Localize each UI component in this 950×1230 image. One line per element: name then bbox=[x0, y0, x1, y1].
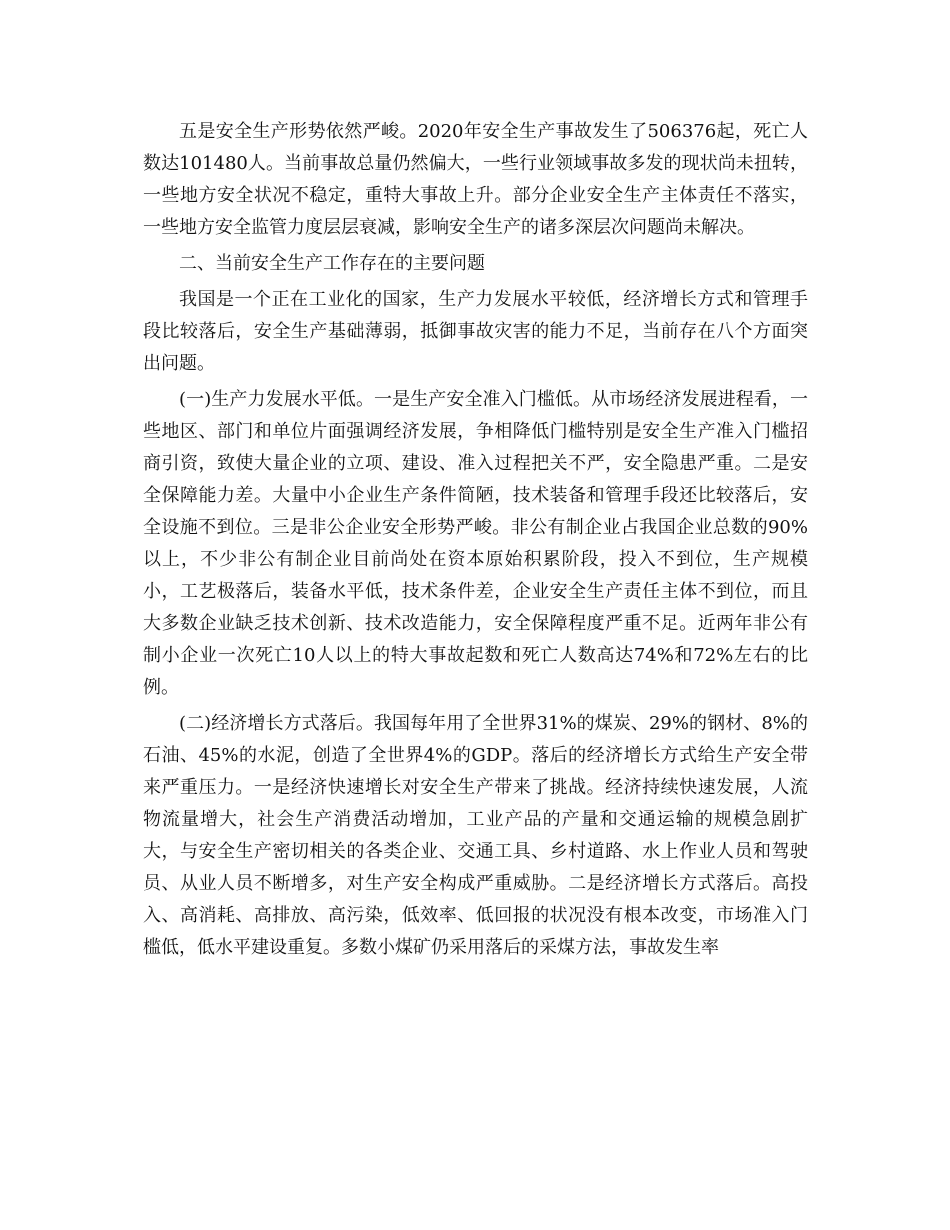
paragraph-productivity: (一)生产力发展水平低。一是生产安全准入门槛低。从市场经济发展进程看，一些地区、部门和单位片面强调经济发展，争相降低门槛特别是安全生产准入门槛招商引资，致使大量企业的立项、建设、准入过程把关不严，安全隐患严重。二是安全保障能力差。大量中小企业生产条件简陋，技术装备和管理手段还比较落后，安全设施不到位。三是非公企业安全形势严峻。非公有制企业占我国企业总数的90%以上，不少非公有制企业目前尚处在资本原始积累阶段，投入不到位，生产规模小，工艺极落后，装备水平低，技术条件差，企业安全生产责任主体不到位，而且大多数企业缺乏技术创新、技术改造能力，安全保障程度严重不足。近两年非公有制小企业一次死亡10人以上的特大事故起数和死亡人数高达74%和72%左右的比例。 bbox=[143, 389, 808, 698]
paragraph-growth-mode: (二)经济增长方式落后。我国每年用了全世界31%的煤炭、29%的钢材、8%的石油、45%的水泥，创造了全世界4%的GDP。落后的经济增长方式给生产安全带来严重压力。一是经济快速增长对安全生产带来了挑战。经济持续快速发展，人流物流量增大，社会生产消费活动增加，工业产品的产量和交通运输的规模急剧扩大，与安全生产密切相关的各类企业、交通工具、乡村道路、水上作业人员和驾驶员、从业人员不断增多，对生产安全构成严重威胁。二是经济增长方式落后。高投入、高消耗、高排放、高污染，低效率、低回报的状况没有根本改变，市场准入门槛低，低水平建设重复。多数小煤矿仍采用落后的采煤方法，事故发生率 bbox=[143, 713, 808, 958]
paragraph-overview: 我国是一个正在工业化的国家，生产力发展水平较低，经济增长方式和管理手段比较落后，安全生产基础薄弱，抵御事故灾害的能力不足，当前存在八个方面突出问题。 bbox=[143, 289, 808, 374]
document-page bbox=[143, 116, 808, 968]
section-heading-main-problems: 二、当前安全生产工作存在的主要问题 bbox=[179, 253, 485, 274]
paragraph-safety-situation: 五是安全生产形势依然严峻。2020年安全生产事故发生了506376起，死亡人数达101480人。当前事故总量仍然偏大，一些行业领域事故多发的现状尚未扭转，一些地方安全状况不稳定，重特大事故上升。部分企业安全生产主体责任不落实，一些地方安全监管力度层层衰减，影响安全生产的诸多深层次问题尚未解决。 bbox=[143, 121, 808, 238]
